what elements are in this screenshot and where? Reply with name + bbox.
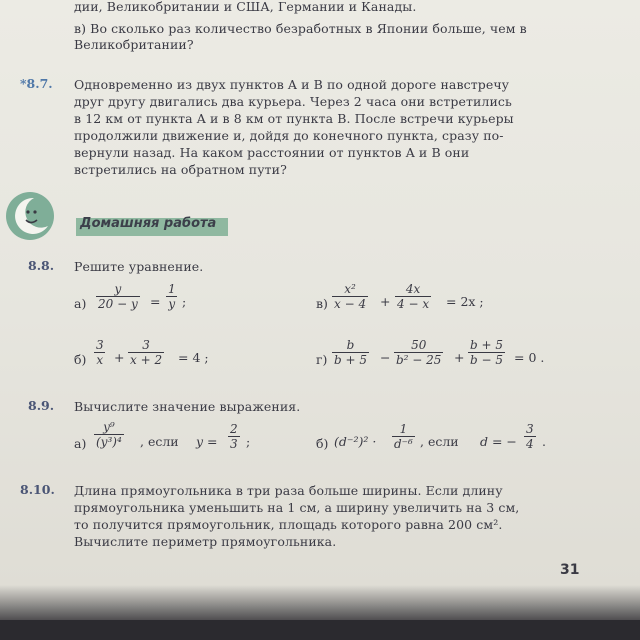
problem-8-7-line: друг другу двигались два курьера. Через 2 часа они встретились [74, 94, 512, 109]
eq-g-end: = 0 . [514, 350, 545, 365]
numerator: b [346, 338, 355, 352]
eq-a-label: а) [74, 296, 87, 311]
eq-v-fraction-2 [395, 282, 431, 311]
eq-v-plus: + [380, 294, 391, 309]
eq-v-fraction-1 [332, 282, 368, 311]
eq-g-fraction-2 [394, 338, 443, 367]
denominator: b − 5 [470, 353, 503, 367]
eq-a-fraction-2 [166, 282, 178, 311]
denominator: d⁻⁶ [394, 437, 413, 451]
problem-8-7-number: *8.7. [20, 76, 53, 91]
eq-b-label: б) [74, 352, 87, 367]
denominator: 4 − x [397, 297, 430, 311]
problem-8-7-line: в 12 км от пункта A и в 8 км от пункта B. После встречи курьеры [74, 111, 514, 126]
eq-a-equals: = [150, 294, 161, 309]
eq-v-label: в) [316, 296, 328, 311]
homework-title: Домашняя работа [80, 216, 217, 231]
top-line-1: дии, Великобритании и США, Германии и Канады. [74, 0, 417, 14]
expr-a-value [228, 422, 240, 451]
denominator: y [168, 297, 176, 311]
denominator: 3 [230, 437, 238, 451]
eq-g-label: г) [316, 352, 328, 367]
problem-8-10-line: Длина прямоугольника в три раза больше ширины. Если длину [74, 483, 503, 498]
numerator: 3 [142, 338, 150, 352]
numerator: 4x [405, 282, 421, 296]
numerator: 1 [399, 422, 408, 436]
numerator: 3 [526, 422, 534, 436]
page-number: 31 [560, 562, 580, 578]
eq-b-plus: + [114, 350, 125, 365]
numerator: 50 [411, 338, 427, 352]
eq-b-fraction-2 [128, 338, 164, 367]
denominator: b² − 25 [396, 353, 442, 367]
problem-8-7-line: продолжили движение и, дойдя до конечного пункта, сразу по- [74, 128, 504, 143]
problem-8-7-line: встретились на обратном пути? [74, 162, 287, 177]
problem-8-7-line: Одновременно из двух пунктов A и B по одной дороге навстречу [74, 77, 510, 92]
eq-a-end: ; [182, 294, 187, 309]
expr-b-fraction [392, 422, 415, 451]
expr-b-condition: , если [420, 434, 459, 449]
denominator: x [96, 353, 104, 367]
numerator: x² [344, 282, 356, 296]
expr-a-variable: y = [196, 434, 218, 449]
problem-8-7-line: вернули назад. На каком расстоянии от пунктов A и B они [74, 145, 470, 160]
numerator: y [114, 282, 122, 296]
expr-b-value [524, 422, 536, 451]
denominator: (y³)⁴ [96, 435, 122, 449]
denominator: b + 5 [334, 353, 367, 367]
problem-8-10-line: прямоугольника уменьшить на 1 см, а ширину увеличить на 3 см, [74, 500, 520, 515]
numerator: 1 [168, 282, 176, 296]
eq-g-fraction-1 [332, 338, 369, 367]
denominator: 20 − y [98, 297, 138, 311]
denominator: 4 [526, 437, 534, 451]
eq-b-fraction-1 [94, 338, 106, 367]
top-line-3: Великобритании? [74, 37, 194, 52]
top-line-2: в) Во сколько раз количество безработных в Японии больше, чем в [74, 21, 527, 36]
expr-a-condition: , если [140, 434, 179, 449]
problem-8-9-prompt: Вычислите значение выражения. [74, 399, 301, 414]
moon-icon [4, 190, 56, 242]
problem-8-8-prompt: Решите уравнение. [74, 259, 204, 274]
eq-g-fraction-3 [468, 338, 505, 367]
eq-g-minus: − [380, 350, 391, 365]
expr-a-label: а) [74, 436, 87, 451]
problem-8-10-line: Вычислите периметр прямоугольника. [74, 534, 337, 549]
numerator: b + 5 [470, 338, 503, 352]
problem-8-8-number: 8.8. [28, 258, 55, 273]
expr-b-end: . [542, 434, 546, 449]
eq-a-fraction-1 [96, 282, 140, 311]
problem-8-10-number: 8.10. [20, 482, 55, 497]
page-edge-shadow [0, 585, 640, 640]
numerator: y⁹ [103, 420, 115, 434]
eq-v-end: = 2x ; [446, 294, 484, 309]
problem-8-10-line: то получится прямоугольник, площадь которого равна 200 см². [74, 517, 503, 532]
eq-b-end: = 4 ; [178, 350, 209, 365]
denominator: x − 4 [334, 297, 367, 311]
expr-a-fraction [94, 420, 124, 449]
numerator: 2 [230, 422, 238, 436]
expr-b-variable: d = − [480, 434, 517, 449]
eq-g-plus: + [454, 350, 465, 365]
expr-b-label: б) [316, 436, 329, 451]
problem-8-9-number: 8.9. [28, 398, 55, 413]
numerator: 3 [96, 338, 104, 352]
expr-a-end: ; [246, 434, 251, 449]
expr-b-expression: (d⁻²)² · [334, 434, 377, 449]
denominator: x + 2 [130, 353, 163, 367]
